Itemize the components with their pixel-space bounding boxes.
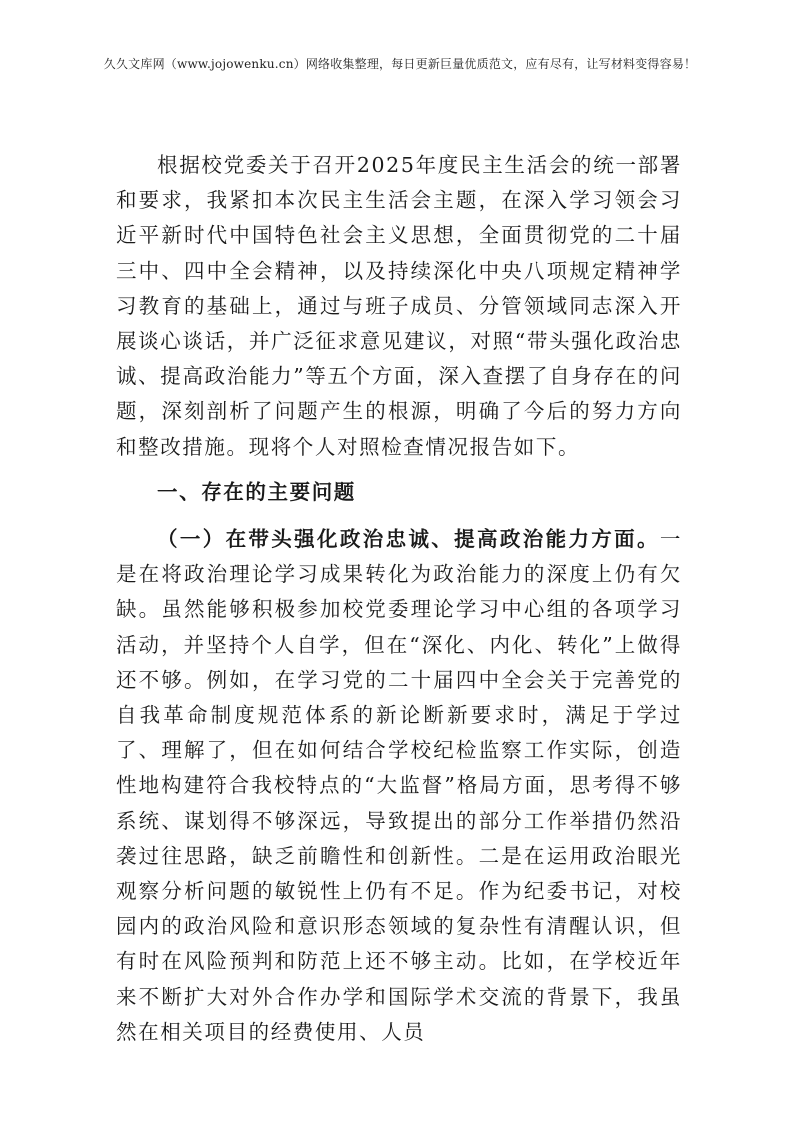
intro-paragraph: 根据校党委关于召开2025年度民主生活会的统一部署和要求，我紧扣本次民主生活会主题，在深入学习领会习近平新时代中国特色社会主义思想，全面贯彻党的二十届三中、四中全会精神，以及持续深化中央八项规定精神学习教育的基础上，通过与班子成员、分管领域同志深入开展谈心谈话，并广泛征求意见建议，对照“带头强化政治忠诚、提高政治能力”等五个方面，深入查摆了自身存在的问题，深刻剖析了问题产生的根源，明确了今后的努力方向和整改措施。现将个人对照检查情况报告如下。 bbox=[116, 153, 682, 459]
sub-heading: （一）在带头强化政治忠诚、提高政治能力方面。 bbox=[157, 527, 660, 552]
document-body bbox=[116, 148, 682, 1050]
sub-paragraph-body: 一是在将政治理论学习成果转化为政治能力的深度上仍有欠缺。虽然能够积极参加校党委理论学习中心组的各项学习活动，并坚持个人自学，但在“深化、内化、转化”上做得还不够。例如，在学习党的二十届四中全会关于完善党的自我革命制度规范体系的新论断新要求时，满足于学过了、理解了，但在如何结合学校纪检监察工作实际，创造性地构建符合我校特点的“大监督”格局方面，思考得不够系统、谋划得不够深远，导致提出的部分工作举措仍然沿袭过往思路，缺乏前瞻性和创新性。二是在运用政治眼光观察分析问题的敏锐性上仍有不足。作为纪委书记，对校园内的政治风险和意识形态领域的复杂性有清醒认识，但有时在风险预判和防范上还不够主动。比如，在学校近年来不断扩大对外合作办学和国际学术交流的背景下，我虽然在相关项目的经费使用、人员 bbox=[116, 527, 682, 1044]
watermark-header: 久久文库网（www.jojowenku.cn）网络收集整理，每日更新巨量优质范文，应有尽有，让写材料变得容易！ bbox=[103, 57, 697, 71]
sub-paragraph bbox=[116, 522, 682, 1050]
section-heading: 一、存在的主要问题 bbox=[157, 479, 356, 504]
